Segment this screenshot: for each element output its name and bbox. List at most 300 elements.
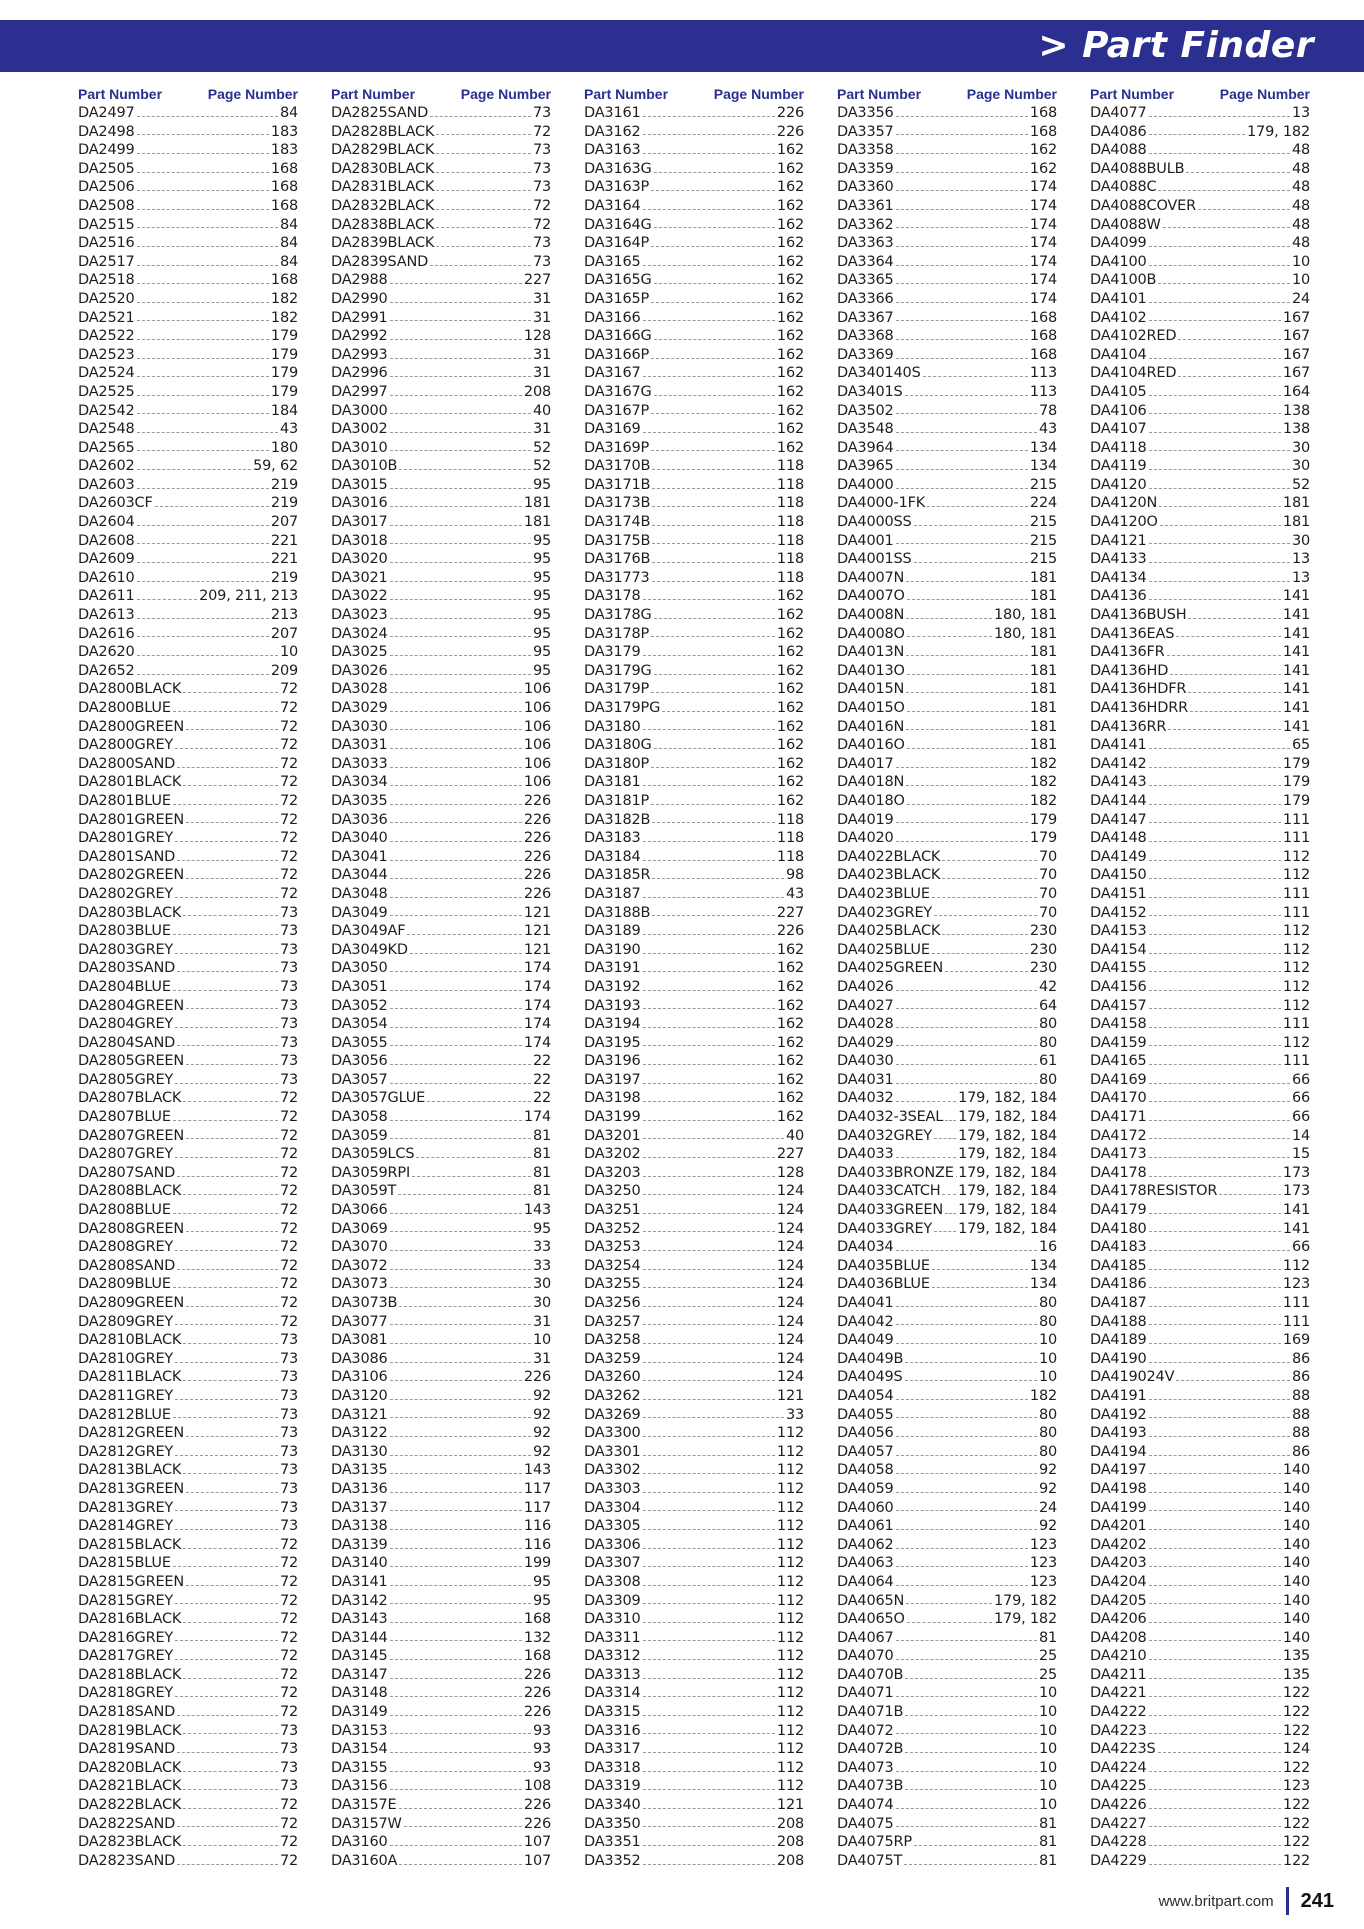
index-entry — [837, 1647, 1057, 1666]
page-reference: 141 — [1282, 1220, 1310, 1237]
part-number: DA4075T — [837, 1852, 903, 1869]
index-entry — [78, 1777, 298, 1796]
index-entry — [584, 662, 804, 681]
index-entry — [1090, 643, 1310, 662]
page-reference: 72 — [279, 1629, 298, 1646]
dot-leader — [896, 1492, 1037, 1493]
dot-leader — [173, 1120, 278, 1121]
page-reference: 66 — [1291, 1109, 1310, 1126]
part-number: DA4202 — [1090, 1536, 1147, 1553]
index-entry — [584, 1368, 804, 1387]
index-entry — [1090, 829, 1310, 848]
index-entry — [1090, 1313, 1310, 1332]
dot-leader — [643, 1213, 775, 1214]
index-entry — [837, 1777, 1057, 1796]
index-entry — [78, 1201, 298, 1220]
part-number: DA3350 — [584, 1815, 641, 1832]
dot-leader — [906, 692, 1028, 693]
dot-leader — [390, 1250, 531, 1251]
part-number: DA3147 — [331, 1666, 388, 1683]
index-entry — [837, 1015, 1057, 1034]
index-entry — [837, 1796, 1057, 1815]
dot-leader — [1149, 860, 1281, 861]
part-number: DA4032-3SEAL — [837, 1109, 944, 1126]
page-reference: 72 — [279, 1834, 298, 1851]
page-reference: 138 — [1282, 421, 1310, 438]
part-number: DA3155 — [331, 1759, 388, 1776]
page-reference: 80 — [1038, 1071, 1057, 1088]
dot-leader — [390, 525, 522, 526]
index-entry — [78, 197, 298, 216]
index-entry — [837, 104, 1057, 123]
website-link[interactable]: www.britpart.com — [1158, 1892, 1274, 1910]
page-reference: 33 — [532, 1257, 551, 1274]
dot-leader — [906, 655, 1028, 656]
index-entry — [1090, 271, 1310, 290]
part-number: DA3351 — [584, 1834, 641, 1851]
page-reference: 31 — [532, 1350, 551, 1367]
part-number: DA4199 — [1090, 1499, 1147, 1516]
part-number: DA4169 — [1090, 1071, 1147, 1088]
dot-leader — [896, 1008, 1037, 1009]
dot-leader — [390, 841, 522, 842]
dot-leader — [1149, 748, 1290, 749]
dot-leader — [896, 1343, 1037, 1344]
page-reference: 179, 182, 184 — [958, 1109, 1057, 1126]
dot-leader — [390, 320, 531, 321]
index-entry — [584, 234, 804, 253]
part-number: DA4223 — [1090, 1722, 1147, 1739]
index-entry — [837, 625, 1057, 644]
page-reference: 168 — [1029, 105, 1057, 121]
part-number: DA4065O — [837, 1611, 905, 1628]
page-reference: 108 — [523, 1778, 551, 1795]
part-number: DA4041 — [837, 1295, 894, 1311]
page-reference: 140 — [1282, 1592, 1310, 1609]
page-reference: 118 — [776, 532, 804, 549]
part-number: DA3259 — [584, 1350, 641, 1367]
index-entry — [837, 494, 1057, 513]
page-reference: 141 — [1282, 662, 1310, 679]
page-reference: 72 — [279, 1666, 298, 1683]
page-reference: 124 — [776, 1257, 804, 1274]
index-entry — [78, 1666, 298, 1685]
part-number: DA4033 — [837, 1146, 894, 1163]
index-entry — [331, 643, 551, 662]
dot-leader — [643, 1343, 775, 1344]
index-entry — [837, 829, 1057, 848]
dot-leader — [896, 1566, 1028, 1567]
index-rows — [331, 104, 551, 1870]
dot-leader — [173, 1566, 278, 1567]
page-reference: 10 — [279, 644, 298, 661]
index-entry — [1090, 1406, 1310, 1425]
dot-leader — [186, 1492, 278, 1493]
dot-leader — [390, 804, 522, 805]
index-entry — [1090, 420, 1310, 439]
page-reference: 70 — [1038, 885, 1057, 902]
part-number: DA2609 — [78, 551, 135, 568]
index-entry — [78, 1145, 298, 1164]
dot-leader — [390, 785, 522, 786]
dot-leader — [942, 934, 1028, 935]
index-entry — [331, 904, 551, 923]
dot-leader — [651, 636, 775, 637]
index-entry — [78, 290, 298, 309]
index-entry — [331, 959, 551, 978]
dot-leader — [390, 1715, 522, 1716]
dot-leader — [643, 1008, 775, 1009]
page-reference: 112 — [1282, 997, 1310, 1014]
index-entry — [78, 513, 298, 532]
part-number: DA3081 — [331, 1332, 388, 1349]
part-number: DA3149 — [331, 1704, 388, 1721]
page-reference: 226 — [523, 1666, 551, 1683]
dot-leader — [1149, 1715, 1281, 1716]
part-number: DA3302 — [584, 1462, 641, 1479]
page-reference: 227 — [776, 1146, 804, 1163]
page-reference: 72 — [279, 867, 298, 884]
index-entry — [1090, 1034, 1310, 1053]
dot-leader — [896, 1399, 1028, 1400]
dot-leader — [643, 599, 775, 600]
part-number: DA3021 — [331, 569, 388, 586]
index-entry — [331, 1796, 551, 1815]
page-reference: 124 — [776, 1369, 804, 1386]
dot-leader — [907, 711, 1028, 712]
page-reference: 116 — [523, 1536, 551, 1553]
part-number: DA3202 — [584, 1146, 641, 1163]
dot-leader — [390, 767, 522, 768]
part-number: DA3308 — [584, 1573, 641, 1590]
part-number: DA3185R — [584, 867, 651, 884]
page-reference: 162 — [776, 346, 804, 363]
index-rows — [837, 104, 1057, 1870]
dot-leader — [905, 1715, 1037, 1716]
page-reference: 162 — [776, 960, 804, 977]
part-number: DA4197 — [1090, 1462, 1147, 1479]
page-reference: 230 — [1029, 923, 1057, 940]
dot-leader — [942, 1194, 956, 1195]
page-reference: 22 — [532, 1053, 551, 1070]
dot-leader — [643, 1362, 775, 1363]
dot-leader — [643, 785, 775, 786]
index-entry — [331, 253, 551, 272]
index-entry — [78, 1406, 298, 1425]
part-number: DA3362 — [837, 216, 894, 233]
part-number: DA3307 — [584, 1555, 641, 1572]
index-entry — [1090, 178, 1310, 197]
index-entry — [331, 439, 551, 458]
part-number: DA4136FR — [1090, 644, 1165, 661]
part-number: DA3260 — [584, 1369, 641, 1386]
index-entry — [1090, 587, 1310, 606]
dot-leader — [175, 1455, 278, 1456]
part-number: DA4165 — [1090, 1053, 1147, 1070]
part-number: DA2808BLUE — [78, 1202, 171, 1219]
index-entry — [584, 104, 804, 123]
index-entry — [584, 606, 804, 625]
dot-leader — [390, 1455, 531, 1456]
dot-leader — [1149, 432, 1281, 433]
page-reference: 168 — [270, 179, 298, 196]
index-entry — [1090, 216, 1310, 235]
part-number: DA2815GREEN — [78, 1573, 185, 1590]
dot-leader — [1149, 1213, 1281, 1214]
page-reference: 174 — [1029, 272, 1057, 289]
index-entry — [78, 253, 298, 272]
dot-leader — [643, 990, 775, 991]
dot-leader — [137, 413, 269, 414]
index-entry — [78, 1629, 298, 1648]
dot-leader — [643, 1510, 775, 1511]
index-column-5 — [1090, 84, 1310, 1870]
part-number: DA3050 — [331, 960, 388, 977]
index-entry — [78, 978, 298, 997]
index-entry — [837, 1052, 1057, 1071]
dot-leader — [896, 209, 1028, 210]
dot-leader — [390, 674, 531, 675]
page-reference: 80 — [1038, 1034, 1057, 1051]
index-entry — [837, 197, 1057, 216]
page-reference: 42 — [1038, 978, 1057, 995]
index-entry — [584, 1052, 804, 1071]
page-reference: 22 — [532, 1071, 551, 1088]
dot-leader — [896, 1640, 1037, 1641]
page-reference: 112 — [776, 1611, 804, 1628]
dot-leader — [643, 153, 775, 154]
page-reference: 140 — [1282, 1499, 1310, 1516]
index-entry — [837, 290, 1057, 309]
index-entry — [331, 718, 551, 737]
part-number: DA2516 — [78, 235, 135, 252]
dot-leader — [1149, 1269, 1281, 1270]
dot-leader — [1149, 1231, 1281, 1232]
part-number: DA3313 — [584, 1666, 641, 1683]
part-number: DA2800SAND — [78, 755, 176, 772]
dot-leader — [652, 469, 775, 470]
dot-leader — [175, 1529, 278, 1530]
index-entry — [584, 1777, 804, 1796]
dot-leader — [137, 190, 269, 191]
part-number: DA2812GREEN — [78, 1425, 185, 1442]
page-reference: 162 — [776, 625, 804, 642]
page-reference: 31 — [532, 365, 551, 382]
dot-leader — [654, 283, 775, 284]
index-entry — [78, 1592, 298, 1611]
dot-leader — [1158, 190, 1289, 191]
dot-leader — [643, 729, 775, 730]
part-number: DA4054 — [837, 1387, 894, 1404]
page-reference: 162 — [776, 365, 804, 382]
page-reference: 72 — [279, 774, 298, 791]
index-entry — [331, 1722, 551, 1741]
part-number: DA2809GREY — [78, 1313, 174, 1330]
page-reference: 181 — [1029, 588, 1057, 605]
dot-leader — [1149, 153, 1290, 154]
part-number: DA2991 — [331, 309, 388, 326]
page-reference: 174 — [1029, 290, 1057, 307]
dot-leader — [137, 599, 198, 600]
page-reference: 112 — [1282, 1257, 1310, 1274]
page-reference: 72 — [279, 1257, 298, 1274]
part-number: DA3305 — [584, 1518, 641, 1535]
dot-leader — [945, 1120, 956, 1121]
part-number: DA2807BLACK — [78, 1090, 182, 1107]
page-reference: 72 — [279, 1313, 298, 1330]
dot-leader — [896, 413, 1037, 414]
part-number: DA4063 — [837, 1555, 894, 1572]
page-reference: 208 — [776, 1834, 804, 1851]
index-entry — [584, 383, 804, 402]
dot-leader — [390, 878, 522, 879]
dot-leader — [1149, 246, 1290, 247]
dot-leader — [654, 172, 775, 173]
index-entry — [584, 1796, 804, 1815]
page-reference: 80 — [1038, 1443, 1057, 1460]
dot-leader — [643, 1287, 775, 1288]
dot-leader — [942, 860, 1037, 861]
part-number: DA4147 — [1090, 811, 1147, 828]
page-reference: 179 — [270, 328, 298, 345]
part-number: DA4033BRONZE — [837, 1164, 954, 1181]
part-number: DA3041 — [331, 848, 388, 865]
index-entry — [1090, 1684, 1310, 1703]
dot-leader — [416, 1157, 531, 1158]
part-number: DA3367 — [837, 309, 894, 326]
page-reference: 73 — [532, 160, 551, 177]
part-number: DA2620 — [78, 644, 135, 661]
page-reference: 118 — [776, 848, 804, 865]
part-number: DA3180P — [584, 755, 650, 772]
page-reference: 72 — [279, 755, 298, 772]
index-entry — [1090, 606, 1310, 625]
part-number: DA2812GREY — [78, 1443, 174, 1460]
dot-leader — [175, 1083, 278, 1084]
dot-leader — [183, 1548, 278, 1549]
page-reference: 174 — [523, 1109, 551, 1126]
index-entry — [584, 699, 804, 718]
page-reference: 95 — [532, 532, 551, 549]
column-header — [584, 84, 804, 104]
index-entry — [331, 550, 551, 569]
index-entry — [837, 866, 1057, 885]
part-number: DA4018O — [837, 792, 905, 809]
part-number: DA2803BLACK — [78, 904, 182, 921]
part-number: DA3142 — [331, 1592, 388, 1609]
dot-leader — [1149, 1362, 1290, 1363]
page-reference: 226 — [776, 105, 804, 121]
page-reference: 207 — [270, 514, 298, 531]
page-reference: 10 — [1291, 253, 1310, 270]
page-reference: 10 — [1038, 1369, 1057, 1386]
dot-leader — [390, 971, 522, 972]
page-reference: 143 — [523, 1202, 551, 1219]
index-entry — [78, 773, 298, 792]
dot-leader — [643, 1064, 775, 1065]
index-entry — [584, 290, 804, 309]
index-entry — [1090, 1015, 1310, 1034]
page-reference: 123 — [1029, 1573, 1057, 1590]
index-entry — [331, 178, 551, 197]
page-reference: 162 — [776, 1053, 804, 1070]
index-entry — [78, 346, 298, 365]
dot-leader — [390, 636, 531, 637]
dot-leader — [651, 358, 775, 359]
index-entry — [584, 1275, 804, 1294]
part-number: DA340140S — [837, 365, 921, 382]
page-reference: 88 — [1291, 1425, 1310, 1442]
dot-leader — [1149, 1622, 1281, 1623]
index-entry — [837, 216, 1057, 235]
page-reference: 30 — [532, 1295, 551, 1311]
part-number: DA2805GREEN — [78, 1053, 185, 1070]
page-reference: 118 — [776, 514, 804, 531]
index-entry — [1090, 773, 1310, 792]
part-number: DA3026 — [331, 662, 388, 679]
index-entry — [837, 792, 1057, 811]
dot-leader — [1149, 804, 1281, 805]
part-number: DA3193 — [584, 997, 641, 1014]
index-entry — [331, 513, 551, 532]
dot-leader — [652, 822, 775, 823]
page-reference: 184 — [270, 402, 298, 419]
page-reference: 111 — [1282, 904, 1310, 921]
index-entry — [1090, 1796, 1310, 1815]
index-entry — [78, 1703, 298, 1722]
index-entry — [1090, 1182, 1310, 1201]
page-reference: 124 — [776, 1276, 804, 1293]
page-reference: 73 — [279, 1499, 298, 1516]
index-entry — [331, 941, 551, 960]
dot-leader — [643, 655, 775, 656]
dot-leader — [186, 1585, 278, 1586]
dot-leader — [934, 1138, 956, 1139]
index-entry — [837, 1573, 1057, 1592]
part-number: DA2815BLACK — [78, 1536, 182, 1553]
index-entry — [331, 978, 551, 997]
part-number: DA4221 — [1090, 1685, 1147, 1702]
page-footer — [1159, 1885, 1334, 1917]
page-reference: 72 — [279, 811, 298, 828]
page-reference: 98 — [785, 867, 804, 884]
index-entry — [837, 364, 1057, 383]
dot-leader — [183, 1343, 278, 1344]
dot-leader — [1219, 1194, 1281, 1195]
part-number: DA4100B — [1090, 272, 1157, 289]
part-number: DA3179 — [584, 644, 641, 661]
index-entry — [78, 383, 298, 402]
dot-leader — [896, 1045, 1037, 1046]
index-entry — [78, 718, 298, 737]
page-reference: 174 — [1029, 216, 1057, 233]
dot-leader — [390, 358, 531, 359]
part-number: DA3166 — [584, 309, 641, 326]
dot-leader — [390, 581, 531, 582]
dot-leader — [643, 1659, 775, 1660]
index-entry — [78, 1759, 298, 1778]
dot-leader — [643, 860, 775, 861]
page-reference: 106 — [523, 718, 551, 735]
page-reference: 95 — [532, 569, 551, 586]
part-number: DA3179P — [584, 681, 650, 698]
index-entry — [1090, 1610, 1310, 1629]
index-entry — [78, 1127, 298, 1146]
dot-leader — [390, 488, 531, 489]
dot-leader — [942, 878, 1037, 879]
dot-leader — [137, 172, 269, 173]
page-reference: 31 — [532, 1313, 551, 1330]
